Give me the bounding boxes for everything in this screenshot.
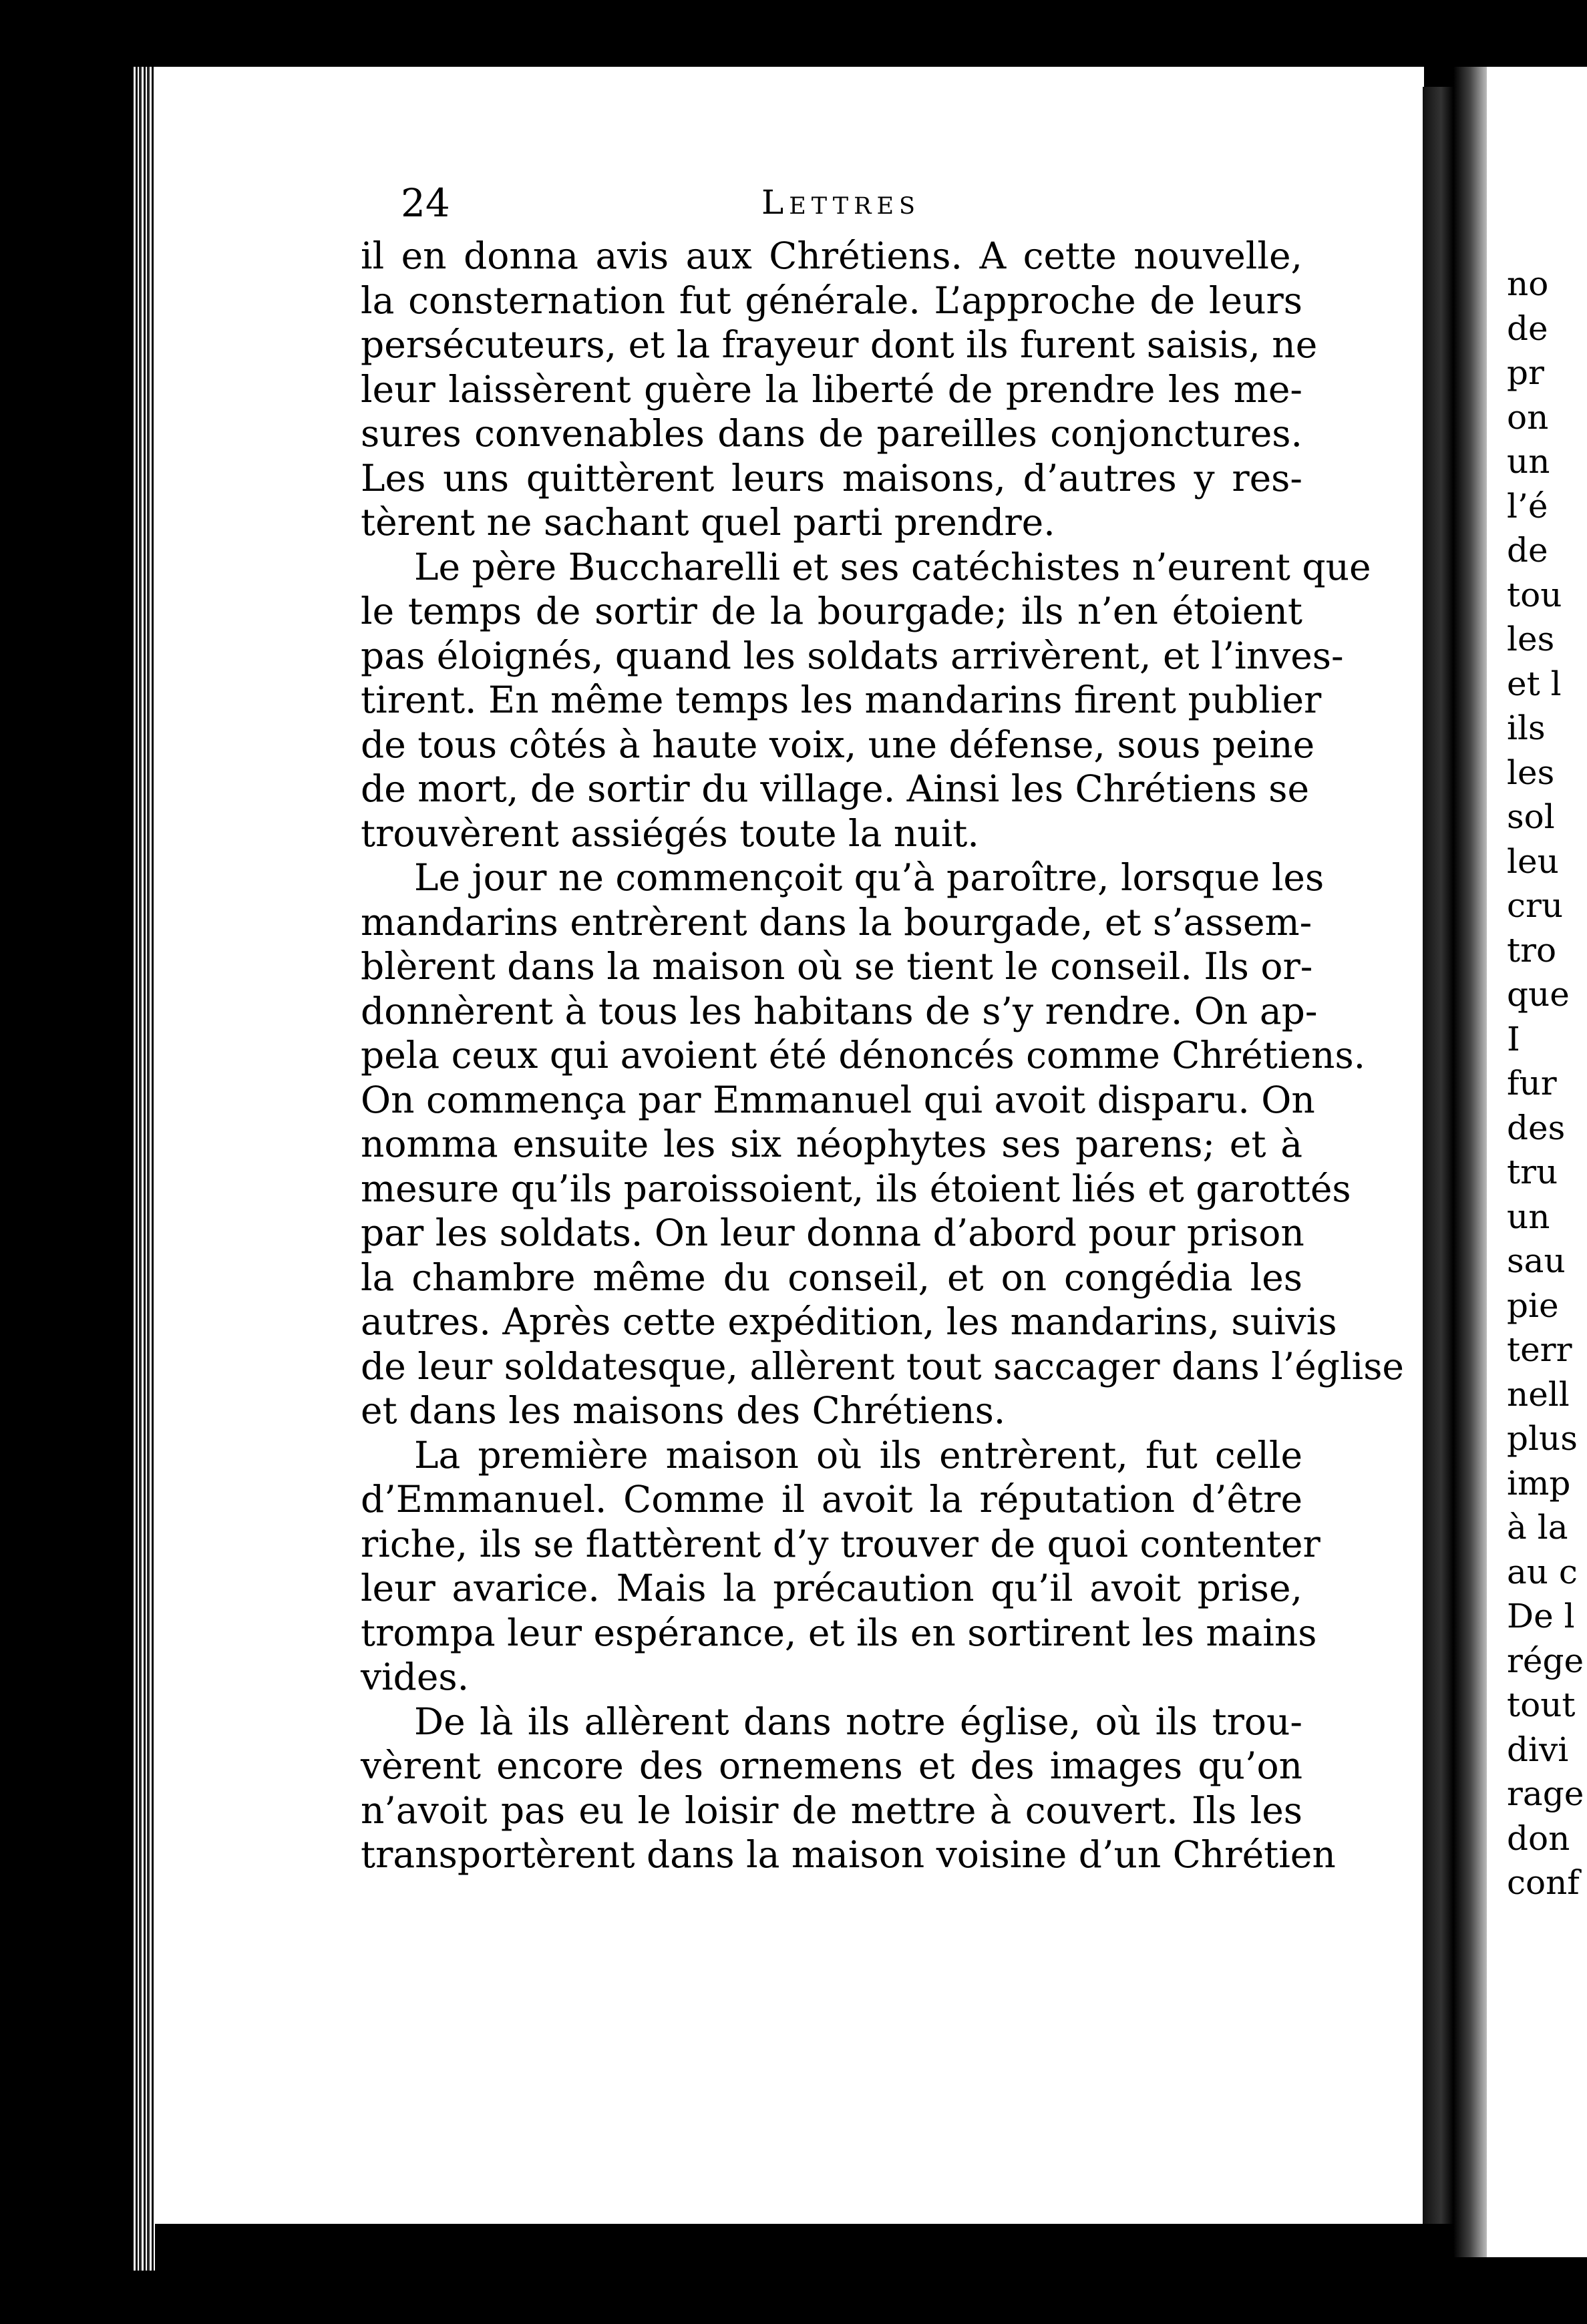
adjacent-text-fragment: et l bbox=[1507, 664, 1562, 703]
adjacent-text-fragment: imp bbox=[1507, 1463, 1571, 1503]
adjacent-text-fragment: plus bbox=[1507, 1419, 1578, 1458]
adjacent-text-fragment: un bbox=[1507, 442, 1550, 481]
adjacent-page-shadow bbox=[1453, 67, 1487, 2257]
adjacent-text-fragment: au c bbox=[1507, 1552, 1578, 1591]
text-line: persécuteurs, et la frayeur dont ils furent saisis, ne bbox=[361, 323, 1318, 366]
text-line: mandarins entrèrent dans la bourgade, et s’assem- bbox=[361, 900, 1312, 944]
text-line: de leur soldatesque, allèrent tout saccager dans l’église bbox=[361, 1344, 1404, 1388]
adjacent-text-fragment: on bbox=[1507, 397, 1549, 437]
adjacent-text-fragment: sol bbox=[1507, 797, 1555, 836]
text-line: trouvèrent assiégés toute la nuit. bbox=[361, 811, 979, 855]
adjacent-text-fragment: nell bbox=[1507, 1374, 1570, 1414]
adjacent-text-fragment: conf bbox=[1507, 1863, 1580, 1902]
adjacent-text-fragment: De l bbox=[1507, 1597, 1575, 1635]
text-line: le temps de sortir de la bourgade; ils n’en étoient bbox=[361, 590, 1302, 632]
text-line: leur laissèrent guère la liberté de prendre les me- bbox=[361, 367, 1302, 411]
adjacent-text-fragment: de bbox=[1507, 531, 1548, 570]
adjacent-text-fragment: ils bbox=[1507, 709, 1546, 747]
gutter-shadow bbox=[1423, 87, 1453, 2224]
bottom-dark-border bbox=[155, 2224, 1453, 2324]
text-line: La première maison où ils entrèrent, fut celle bbox=[414, 1433, 1302, 1477]
adjacent-text-fragment: pie bbox=[1507, 1286, 1559, 1325]
adjacent-text-fragment: leu bbox=[1507, 841, 1559, 881]
adjacent-text-fragment: tro bbox=[1507, 930, 1557, 970]
text-line: vèrent encore des ornemens et des images qu’on bbox=[361, 1744, 1302, 1787]
text-line: pas éloignés, quand les soldats arrivèrent, et l’inves- bbox=[361, 634, 1344, 677]
text-line: vides. bbox=[361, 1656, 470, 1698]
adjacent-page bbox=[1453, 67, 1587, 2257]
page-header bbox=[401, 180, 1289, 227]
text-line: Le père Buccharelli et ses catéchistes n’eurent que bbox=[414, 545, 1371, 588]
text-line: autres. Après cette expédition, les mandarins, suivis bbox=[361, 1300, 1337, 1343]
adjacent-text-fragment: tru bbox=[1507, 1153, 1558, 1191]
text-line: tèrent ne sachant quel parti prendre. bbox=[361, 501, 1055, 544]
adjacent-text-fragment: terr bbox=[1507, 1330, 1572, 1369]
text-line: de tous côtés à haute voix, une défense, sous peine bbox=[361, 723, 1315, 766]
adjacent-text-fragment: l’é bbox=[1507, 486, 1548, 526]
text-line: riche, ils se flattèrent d’y trouver de quoi contenter bbox=[361, 1522, 1320, 1565]
adjacent-text-fragment: pr bbox=[1507, 353, 1544, 392]
page-number: 24 bbox=[401, 180, 450, 226]
text-line: il en donna avis aux Chrétiens. A cette nouvelle, bbox=[361, 234, 1302, 277]
text-line: trompa leur espérance, et ils en sortirent les mains bbox=[361, 1611, 1317, 1654]
adjacent-text-fragment: les bbox=[1507, 620, 1555, 658]
text-line: tirent. En même temps les mandarins firent publier bbox=[361, 679, 1322, 721]
text-line: leur avarice. Mais la précaution qu’il avoit prise, bbox=[361, 1567, 1302, 1609]
adjacent-text-fragment: des bbox=[1507, 1108, 1566, 1147]
adjacent-text-fragment: tout bbox=[1507, 1686, 1576, 1724]
text-line: pela ceux qui avoient été dénoncés comme Chrétiens. bbox=[361, 1034, 1366, 1077]
adjacent-text-fragment: fur bbox=[1507, 1064, 1557, 1103]
text-line: et dans les maisons des Chrétiens. bbox=[361, 1389, 1006, 1432]
adjacent-text-fragment: rage bbox=[1507, 1774, 1584, 1813]
adjacent-text-fragment: que bbox=[1507, 975, 1570, 1014]
text-line: d’Emmanuel. Comme il avoit la réputation d’être bbox=[361, 1478, 1302, 1521]
text-line: nomma ensuite les six néophytes ses parens; et à bbox=[361, 1123, 1302, 1165]
text-line: la chambre même du conseil, et on congédia les bbox=[361, 1255, 1302, 1299]
text-line: Les uns quittèrent leurs maisons, d’autres y res- bbox=[361, 456, 1302, 500]
adjacent-text-fragment: divi bbox=[1507, 1730, 1569, 1769]
text-line: blèrent dans la maison où se tient le conseil. Ils or- bbox=[361, 945, 1313, 988]
body-text bbox=[361, 234, 1404, 1877]
text-line: donnèrent à tous les habitans de s’y rendre. On ap- bbox=[361, 989, 1318, 1032]
adjacent-text-fragment: sau bbox=[1507, 1241, 1566, 1280]
text-line: On commença par Emmanuel qui avoit disparu. On bbox=[361, 1078, 1315, 1121]
text-line: de mort, de sortir du village. Ainsi les Chrétiens se bbox=[361, 767, 1310, 810]
adjacent-text-fragment: un bbox=[1507, 1197, 1550, 1236]
text-line: transportèrent dans la maison voisine d’un Chrétien bbox=[361, 1833, 1336, 1876]
adjacent-text-fragment: tou bbox=[1507, 575, 1562, 614]
adjacent-text-fragment: don bbox=[1507, 1818, 1570, 1858]
adjacent-text-fragment: de bbox=[1507, 309, 1548, 348]
adjacent-text-fragment: rége bbox=[1507, 1641, 1584, 1680]
adjacent-text-fragment: no bbox=[1507, 264, 1549, 303]
text-line: par les soldats. On leur donna d’abord pour prison bbox=[361, 1211, 1304, 1254]
adjacent-text-fragment: les bbox=[1507, 753, 1555, 792]
text-line: mesure qu’ils paroissoient, ils étoient liés et garottés bbox=[361, 1167, 1351, 1210]
text-line: n’avoit pas eu le loisir de mettre à couvert. Ils les bbox=[361, 1788, 1302, 1832]
text-line: Le jour ne commençoit qu’à paroître, lorsque les bbox=[414, 856, 1325, 899]
adjacent-text-fragment: cru bbox=[1507, 886, 1564, 925]
adjacent-text-fragment: I bbox=[1507, 1019, 1520, 1058]
text-line: la consternation fut générale. L’approche de leurs bbox=[361, 278, 1302, 322]
running-title: Lettres bbox=[761, 183, 920, 222]
top-dark-border bbox=[155, 0, 1453, 67]
text-line: De là ils allèrent dans notre église, où ils trou- bbox=[414, 1700, 1302, 1743]
text-line: sures convenables dans de pareilles conjonctures. bbox=[361, 412, 1302, 455]
adjacent-text-fragment: à la bbox=[1507, 1508, 1568, 1547]
